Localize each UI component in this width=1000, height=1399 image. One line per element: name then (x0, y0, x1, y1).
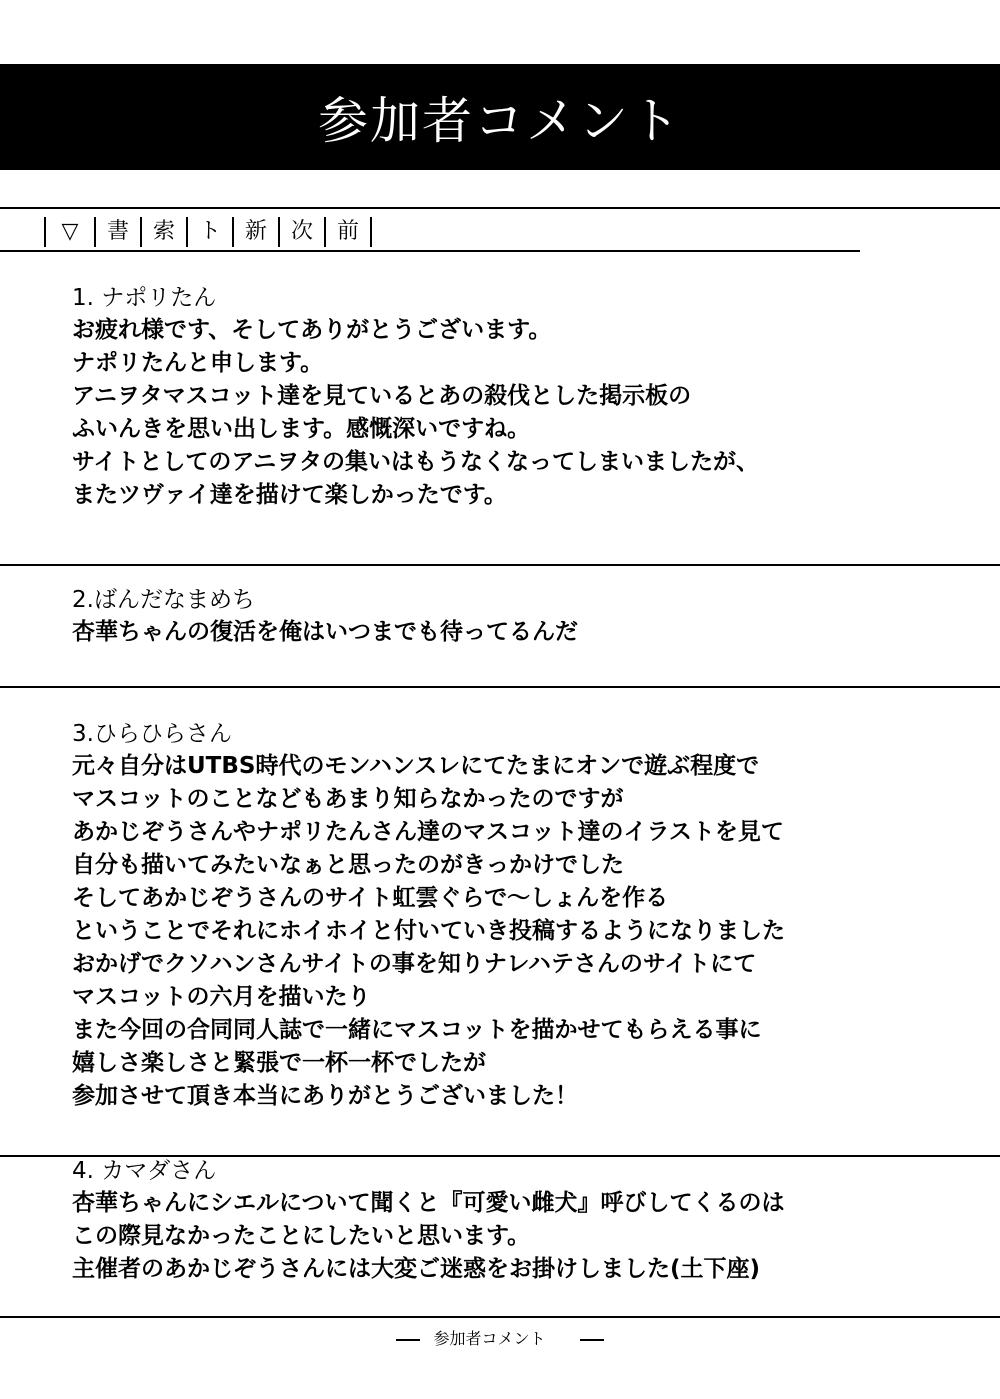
nav-book-button[interactable]: 書 (106, 219, 129, 244)
page-title: 参加者コメント (318, 92, 682, 150)
comment-line: マスコットの六月を描いたり (72, 984, 371, 1010)
divider (0, 686, 1000, 688)
navigation-bar (44, 215, 372, 249)
nav-top-rule (0, 207, 1000, 209)
comment-line: 参加させて頂き本当にありがとうございました！ (72, 1083, 578, 1109)
nav-new-button[interactable]: 新 (244, 219, 267, 244)
comment-block (72, 584, 972, 649)
comment-author: 2.ばんだなまめち (72, 587, 255, 613)
nav-next-button[interactable]: 次 (290, 219, 313, 244)
nav-top-button[interactable]: ト (198, 219, 221, 244)
comment-line: 杏華ちゃんにシエルについて聞くと『可愛い雌犬』呼びしてくるのは (72, 1190, 785, 1216)
comment-line: ふいんきを思い出します。感慨深いですね。 (72, 416, 531, 442)
nav-bottom-rule (0, 250, 860, 252)
comment-line: 嬉しさ楽しさと緊張で一杯一杯でしたが (72, 1050, 486, 1076)
footer-rule (0, 1316, 1000, 1318)
comment-block (72, 718, 972, 1113)
comment-line: この際見なかったことにしたいと思います。 (72, 1223, 531, 1249)
comment-line: 杏華ちゃんの復活を俺はいつまでも待ってるんだ (72, 619, 578, 645)
comment-line: アニヲタマスコット達を見ているとあの殺伐とした掲示板の (72, 383, 692, 409)
comment-line: ナポリたんと申します。 (72, 350, 324, 376)
comment-author: 4. カマダさん (72, 1158, 217, 1184)
footer-dash (580, 1339, 604, 1341)
footer-dash (396, 1339, 420, 1341)
comment-line: ということでそれにホイホイと付いていき投稿するようになりました (72, 918, 785, 944)
comment-line: サイトとしてのアニヲタの集いはもうなくなってしまいましたが、 (72, 449, 760, 475)
comment-block (72, 282, 972, 512)
comment-line: お疲れ様です、そしてありがとうございます。 (72, 317, 552, 343)
nav-toggle-button[interactable]: ▽ (61, 219, 79, 244)
nav-index-button[interactable]: 索 (152, 219, 175, 244)
comment-line: 主催者のあかじぞうさんには大変ご迷惑をお掛けしました(土下座) (72, 1256, 761, 1282)
nav-prev-button[interactable]: 前 (336, 219, 359, 244)
comment-line: また今回の合同同人誌で一緒にマスコットを描かせてもらえる事に (72, 1017, 762, 1043)
comment-line: そしてあかじぞうさんのサイト虹雲ぐらで～しょんを作る (72, 885, 669, 911)
nav-separator (370, 217, 372, 247)
comment-line: おかげでクソハンさんサイトの事を知りナレハテさんのサイトにて (72, 951, 757, 977)
comment-line: 元々自分はUTBS時代のモンハンスレにてたまにオンで遊ぶ程度で (72, 753, 760, 779)
comment-line: 自分も描いてみたいなぁと思ったのがきっかけでした (72, 852, 624, 878)
divider (0, 564, 1000, 566)
comment-block (72, 1155, 972, 1286)
title-banner (0, 64, 1000, 170)
comment-author: 1. ナポリたん (72, 285, 217, 311)
comment-line: またツヴァイ達を描けて楽しかったです。 (72, 482, 507, 508)
footer-label: 参加者コメント (433, 1329, 546, 1348)
comment-author: 3.ひらひらさん (72, 721, 232, 747)
comment-line: あかじぞうさんやナポリたんさん達のマスコット達のイラストを見て (72, 819, 784, 845)
comment-line: マスコットのことなどもあまり知らなかったのですが (72, 786, 624, 812)
footer (0, 1326, 1000, 1349)
